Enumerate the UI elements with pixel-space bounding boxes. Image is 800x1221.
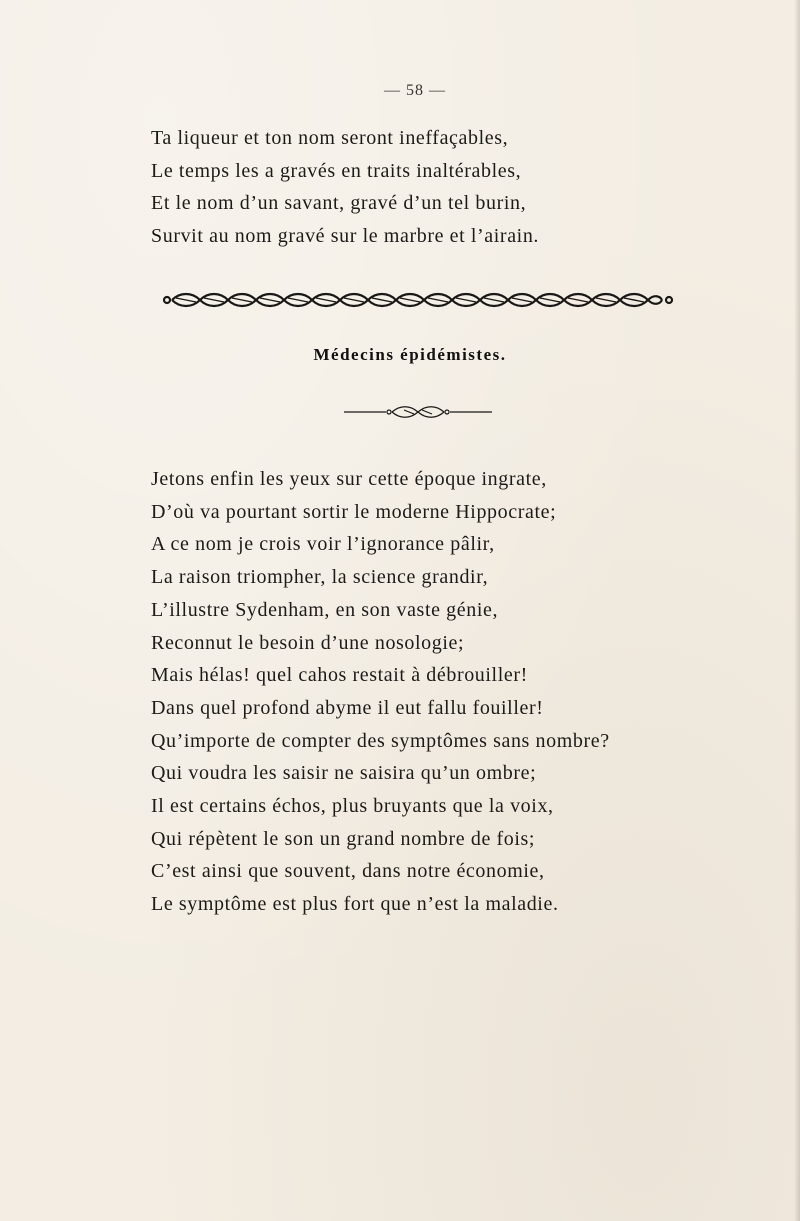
verse-line: Jetons enfin les yeux sur cette époque ingrate, [151,468,547,490]
verse-line: Le symptôme est plus fort que n’est la maladie. [151,893,559,916]
verse-line: La raison triompher, la science grandir, [151,566,489,589]
verse-line: A ce nom je crois voir l’ignorance pâlir, [151,533,495,556]
verse-line: D’où va pourtant sortir le moderne Hippocrate; [151,500,557,523]
page-number: — 58 — [384,82,446,99]
verse-line: Ta liqueur et ton nom seront ineffaçables, [151,127,509,149]
verse-line: Qui répètent le son un grand nombre de fois; [151,827,536,850]
small-flourish-icon [344,403,492,421]
verse-line: Il est certains échos, plus bruyants que la voix, [151,795,554,818]
verse-line: Qu’importe de compter des symptômes sans nombre? [151,729,610,752]
verse-line: Reconnut le besoin d’une nosologie; [151,631,465,654]
verse-line: Dans quel profond abyme il eut fallu fouiller! [151,696,544,719]
verse-line: Qui voudra les saisir ne saisira qu’un ombre; [151,762,537,785]
verse-line: C’est ainsi que souvent, dans notre économie, [151,860,545,883]
chain-ornament-icon [162,289,674,311]
verse-line: Mais hélas! quel cahos restait à débrouiller! [151,664,528,687]
verse-line: Et le nom d’un savant, gravé d’un tel burin, [151,192,527,215]
verse-line: Survit au nom gravé sur le marbre et l’airain. [151,225,540,248]
stanza-1 [151,122,539,253]
stanza-2 [151,463,610,921]
section-title: Médecins épidémistes. [313,345,507,364]
page-edge-shadow [794,0,800,1221]
verse-line: L’illustre Sydenham, en son vaste génie, [151,598,499,621]
verse-line: Le temps les a gravés en traits inaltérables, [151,159,522,182]
